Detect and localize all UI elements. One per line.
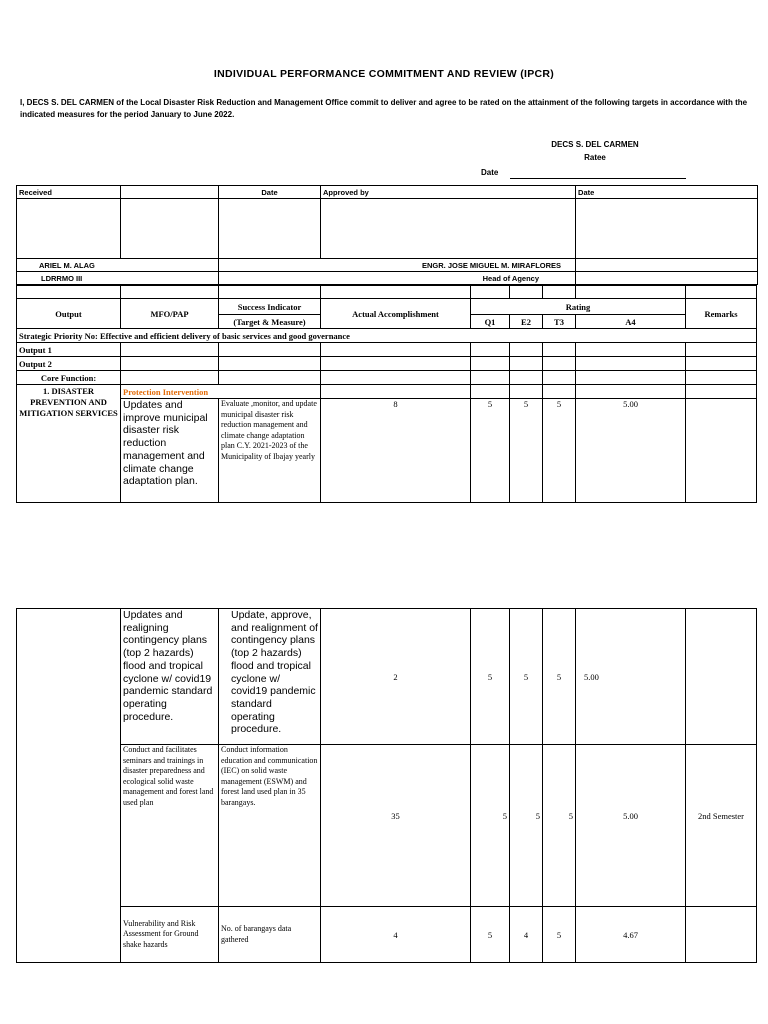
output-1-label: Output 1 [17,343,121,357]
table-row [17,907,757,963]
indicator-cell: Evaluate ,monitor, and update municipal disaster risk reduction management and climate change adaptation plan C.Y. 2021-2023 of the Municipality of Ibajay yearly [219,399,321,503]
t3-cell: 5 [543,609,576,745]
approved-by-label: Approved by [321,186,576,199]
a4-cell: 5.00 [576,399,686,503]
q1-cell: 5 [471,745,510,907]
q1-cell: 5 [471,907,510,963]
col-success-indicator: Success Indicator [219,299,321,315]
ratee-date-label: Date [481,168,499,177]
ratee-date-line [510,178,686,179]
mfo-cell: Conduct and facilitates seminars and trainings in disaster preparedness and ecological solid waste management and forest land used plan [121,745,219,907]
col-actual: Actual Accomplishment [321,299,471,329]
ipcr-table [16,285,757,503]
approver-title: Head of Agency [219,272,576,285]
indicator-cell: No. of barangays data gathered [219,907,321,963]
received-name: ARIEL M. ALAG [17,259,219,272]
col-rating: Rating [471,299,686,315]
actual-cell: 8 [321,399,471,503]
received-label: Received [17,186,121,199]
e2-cell: 5 [510,399,543,503]
output-2-label: Output 2 [17,357,121,371]
t3-cell: 5 [543,745,576,907]
document-title: INDIVIDUAL PERFORMANCE COMMITMENT AND REVIEW (IPCR) [213,68,555,80]
e2-cell: 5 [510,745,543,907]
table-row [17,745,757,907]
mfo-cell: Updates and improve municipal disaster risk reduction management and climate change adaptation plan. [121,399,219,503]
remarks-cell [686,609,757,745]
col-mfo: MFO/PAP [121,299,219,329]
a4-cell: 5.00 [576,609,686,745]
table-row [17,399,757,503]
col-output: Output [17,299,121,329]
a4-cell: 4.67 [576,907,686,963]
ratee-role: Ratee [584,153,606,162]
remarks-cell: 2nd Semester [686,745,757,907]
col-remarks: Remarks [686,299,757,329]
approval-table [16,185,758,285]
actual-cell: 2 [321,609,471,745]
q1-cell: 5 [471,399,510,503]
received-title: LDRRMO III [17,272,219,285]
protection-intervention: Protection Intervention [121,385,321,399]
commitment-statement: I, DECS S. DEL CARMEN of the Local Disaster Risk Reduction and Management Office commit to deliver and agree to be rated on the attainment of the following targets in accordance with the indicated measures for the period January to June 2022. [20,98,748,119]
q1-cell: 5 [471,609,510,745]
strategic-priority: Strategic Priority No: Effective and efficient delivery of basic services and good governance [17,329,757,343]
table-row [17,609,757,745]
col-t3: T3 [543,315,576,329]
col-e2: E2 [510,315,543,329]
col-a4: A4 [576,315,686,329]
mfo-cell: Vulnerability and Risk Assessment for Ground shake hazards [121,907,219,963]
approver-name: ENGR. JOSE MIGUEL M. MIRAFLORES [219,259,576,272]
remarks-cell [686,907,757,963]
t3-cell: 5 [543,399,576,503]
received-date-label: Date [219,186,321,199]
col-target-measure: (Target & Measure) [219,315,321,329]
e2-cell: 5 [510,609,543,745]
ipcr-table-continued [16,608,757,963]
actual-cell: 35 [321,745,471,907]
approved-date-label: Date [576,186,758,199]
remarks-cell [686,399,757,503]
col-q1: Q1 [471,315,510,329]
a4-cell: 5.00 [576,745,686,907]
t3-cell: 5 [543,907,576,963]
core-function-name: 1. DISASTER PREVENTION AND MITIGATION SERVICES [17,385,121,503]
mfo-cell: Updates and realigning contingency plans (top 2 hazards) flood and tropical cyclone w/ covid19 pandemic standard operating procedure. [121,609,219,745]
ratee-name: DECS S. DEL CARMEN [551,140,639,149]
indicator-cell: Update, approve, and realignment of contingency plans (top 2 hazards) flood and tropical cyclone w/ covid19 pandemic standard operating procedure. [219,609,321,745]
e2-cell: 4 [510,907,543,963]
core-function-label: Core Function: [17,371,121,385]
actual-cell: 4 [321,907,471,963]
indicator-cell: Conduct information education and communication (IEC) on solid waste management (ESWM) and forest land used plan in 35 barangays. [219,745,321,907]
